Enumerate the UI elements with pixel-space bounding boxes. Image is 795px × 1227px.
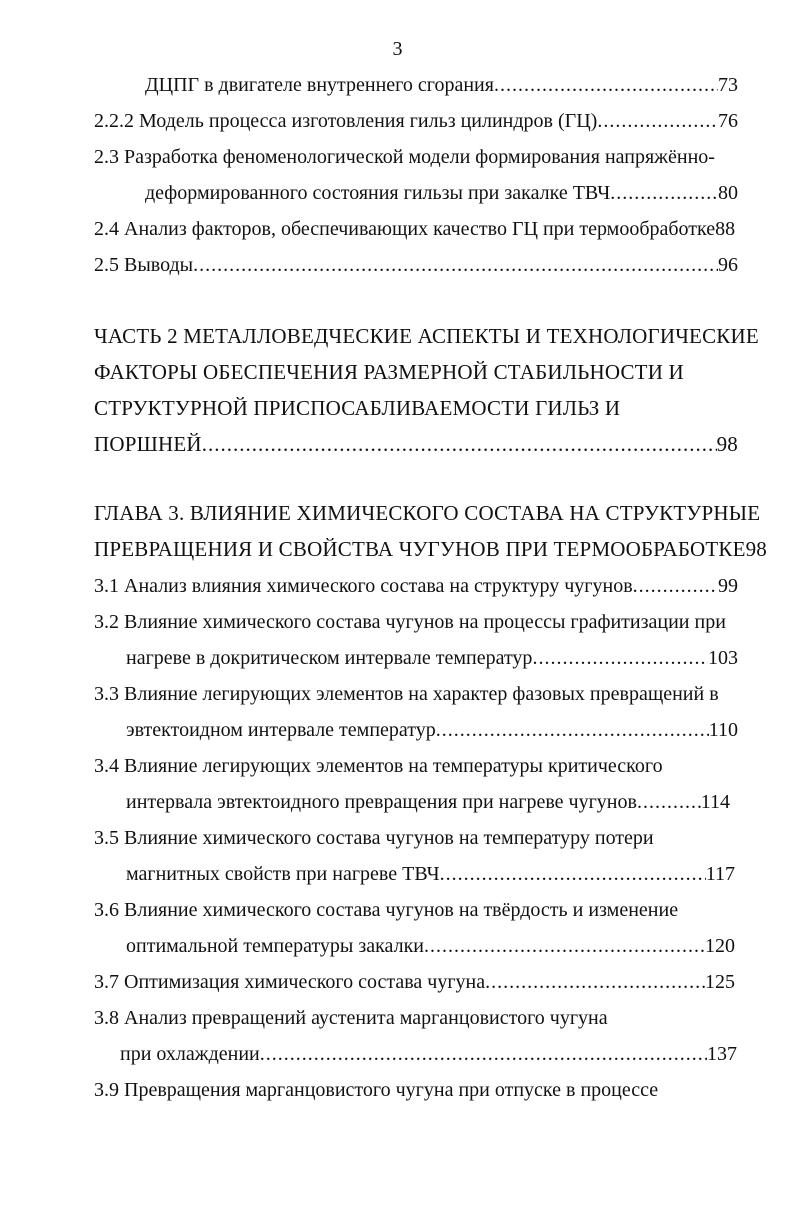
toc-entry[interactable]: [145, 180, 738, 206]
toc-entry-line[interactable]: 3.2 Влияние химического состава чугунов на процессы графитизации при: [94, 611, 726, 633]
part-heading-line[interactable]: ФАКТОРЫ ОБЕСПЕЧЕНИЯ РАЗМЕРНОЙ СТАБИЛЬНОСТИ И: [94, 360, 684, 384]
toc-page: 110: [708, 719, 738, 741]
toc-page: 137: [707, 1043, 737, 1065]
chapter-heading-entry[interactable]: [94, 536, 768, 562]
toc-page: 103: [708, 647, 738, 669]
toc-entry-line[interactable]: 3.5 Влияние химического состава чугунов на температуру потери: [94, 827, 654, 849]
toc-page: 98: [716, 432, 738, 456]
toc-entry-text: 3.7 Оптимизация химического состава чугуна: [94, 971, 486, 993]
part-heading-line[interactable]: ЧАСТЬ 2 МЕТАЛЛОВЕДЧЕСКИЕ АСПЕКТЫ И ТЕХНОЛОГИЧЕСКИЕ: [94, 324, 759, 348]
toc-entry-text: нагреве в докритическом интервале температур: [126, 647, 533, 669]
toc-entry[interactable]: [94, 252, 738, 278]
toc-entry-text: эвтектоидном интервале температур: [126, 719, 436, 741]
leader-dots: [260, 1041, 707, 1067]
page-number: 3: [392, 38, 403, 60]
leader-dots: [424, 933, 705, 959]
part-heading-line[interactable]: СТРУКТУРНОЙ ПРИСПОСАБЛИВАЕМОСТИ ГИЛЬЗ И: [94, 396, 621, 420]
toc-entry[interactable]: [120, 1041, 737, 1067]
toc-page: 96: [718, 254, 738, 276]
toc-entry-text: при охлаждении: [120, 1043, 260, 1065]
leader-dots: [494, 72, 718, 98]
toc-entry[interactable]: [126, 645, 738, 671]
toc-entry[interactable]: [94, 573, 738, 599]
toc-entry-text: 3.1 Анализ влияния химического состава на структуру чугунов: [94, 575, 633, 597]
leader-dots: [436, 717, 709, 743]
toc-entry[interactable]: [126, 717, 738, 743]
toc-entry[interactable]: [94, 969, 735, 995]
toc-entry-line[interactable]: 3.3 Влияние легирующих элементов на характер фазовых превращений в: [94, 683, 719, 705]
toc-entry[interactable]: [94, 108, 738, 134]
leader-dots: [485, 969, 705, 995]
leader-dots: [633, 573, 718, 599]
toc-page: 80: [718, 182, 738, 204]
leader-dots: [202, 431, 717, 457]
toc-page: 73: [718, 74, 738, 96]
toc-page: 117: [705, 863, 735, 885]
chapter-heading-line[interactable]: ГЛАВА 3. ВЛИЯНИЕ ХИМИЧЕСКОГО СОСТАВА НА СТРУКТУРНЫЕ: [94, 501, 761, 525]
toc-page: 114: [700, 791, 730, 813]
toc-entry-text: 2.4 Анализ факторов, обеспечивающих качество ГЦ при термообработке: [94, 218, 716, 240]
toc-entry[interactable]: [145, 72, 738, 98]
toc-entry-text: ДЦПГ в двигателе внутреннего сгорания: [145, 74, 494, 96]
toc-entry-text: деформированного состояния гильзы при закалке ТВЧ: [145, 182, 611, 204]
toc-entry-line[interactable]: 3.4 Влияние легирующих элементов на температуры критического: [94, 755, 663, 777]
toc-entry-line[interactable]: 2.3 Разработка феноменологической модели формирования напряжённо-: [94, 146, 715, 168]
leader-dots: [193, 252, 718, 278]
toc-page: 98: [745, 537, 768, 561]
leader-dots: [610, 180, 718, 206]
toc-entry[interactable]: [126, 789, 730, 815]
toc-entry[interactable]: [94, 216, 738, 242]
toc-page: 76: [718, 110, 738, 132]
toc-page: 120: [705, 935, 735, 957]
toc-entry-text: ПРЕВРАЩЕНИЯ И СВОЙСТВА ЧУГУНОВ ПРИ ТЕРМООБРАБОТКЕ: [94, 537, 746, 561]
leader-dots: [532, 645, 708, 671]
leader-dots: [440, 861, 706, 887]
toc-entry[interactable]: [126, 933, 735, 959]
toc-entry-line[interactable]: 3.8 Анализ превращений аустенита марганцовистого чугуна: [94, 1007, 608, 1029]
leader-dots: [637, 789, 701, 815]
toc-page: 125: [705, 971, 735, 993]
toc-entry-text: интервала эвтектоидного превращения при нагреве чугунов: [126, 791, 637, 813]
toc-entry[interactable]: [126, 861, 735, 887]
part-heading-entry[interactable]: [94, 431, 738, 457]
toc-entry-text: ПОРШНЕЙ: [94, 432, 202, 456]
toc-entry-line[interactable]: 3.6 Влияние химического состава чугунов на твёрдость и изменение: [94, 899, 679, 921]
toc-entry-line[interactable]: 3.9 Превращения марганцовистого чугуна при отпуске в процессе: [94, 1079, 659, 1101]
toc-entry-text: 2.2.2 Модель процесса изготовления гильз цилиндров (ГЦ): [94, 110, 598, 132]
toc-page: 88: [715, 218, 736, 240]
toc-entry-text: оптимальной температуры закалки: [126, 935, 424, 957]
toc-entry-text: магнитных свойств при нагреве ТВЧ: [126, 863, 440, 885]
toc-entry-text: 2.5 Выводы: [94, 254, 194, 276]
leader-dots: [597, 108, 718, 134]
toc-page: 99: [718, 575, 738, 597]
